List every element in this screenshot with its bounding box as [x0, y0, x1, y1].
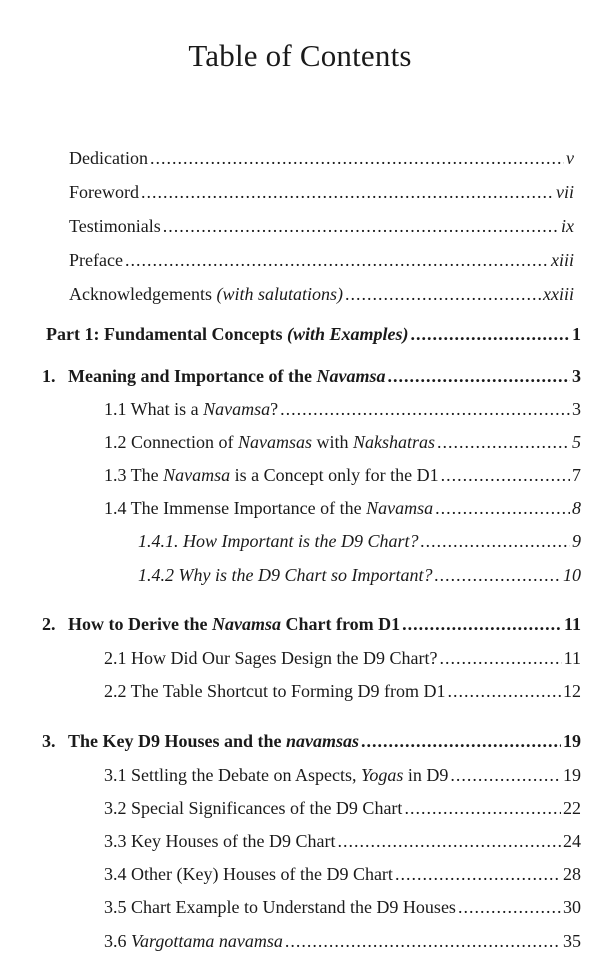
entry-label-text: Chart from D1 [280, 614, 401, 634]
dot-leader [280, 397, 570, 421]
entry-page: vii [556, 182, 574, 202]
entry-label: 2.1 How Did Our Sages Design the D9 Chart? [104, 648, 438, 668]
entry-label [42, 364, 386, 388]
toc-entry-testimonials [69, 214, 574, 238]
entry-label-text: 3.1 Settling the Debate on Aspects, [104, 765, 361, 785]
entry-label-text: Acknowledgements [69, 284, 217, 304]
entry-label-italic: Vargottama navamsa [131, 931, 283, 951]
entry-page: xxiii [543, 284, 574, 304]
entry-label-text: ? [270, 399, 279, 419]
toc-section-1-3 [104, 463, 581, 487]
entry-label-italic: navamsas [286, 731, 360, 751]
entry-label: 3.5 Chart Example to Understand the D9 Houses [104, 897, 456, 917]
toc-section-2-2 [104, 679, 581, 703]
toc-section-3-2 [104, 796, 581, 820]
entry-label: 3.2 Special Significances of the D9 Chart [104, 798, 403, 818]
entry-label: 1.4.1. How Important is the D9 Chart? [138, 531, 419, 551]
toc-section-1-4-1 [138, 529, 581, 553]
dot-leader [388, 364, 571, 388]
dot-leader [435, 496, 570, 520]
dot-leader [345, 282, 541, 306]
entry-label-italic: Navamsa [211, 614, 281, 634]
dot-leader [337, 829, 561, 853]
entry-label [104, 463, 439, 487]
entry-page: 19 [563, 765, 581, 785]
entry-label-italic: (with Examples) [287, 324, 409, 344]
entry-label-text: How to Derive the [68, 614, 212, 634]
entry-label: Foreword [69, 182, 139, 202]
entry-page: v [566, 148, 574, 168]
dot-leader [435, 563, 562, 587]
entry-label-text: with [312, 432, 354, 452]
toc-entry-dedication [69, 146, 574, 170]
entry-label-text: is a Concept only for the D1 [230, 465, 439, 485]
dot-leader [361, 729, 561, 753]
dot-leader [441, 463, 570, 487]
page-title: Table of Contents [188, 38, 412, 73]
entry-page: 28 [563, 864, 581, 884]
dot-leader [163, 214, 559, 238]
entry-label: 2.2 The Table Shortcut to Forming D9 from D1 [104, 681, 446, 701]
toc-chapter-1 [42, 364, 581, 388]
toc-section-2-1 [104, 646, 581, 670]
entry-label-text: 3.6 [104, 931, 131, 951]
dot-leader [395, 862, 561, 886]
entry-page: 1 [572, 324, 581, 344]
toc-entry-foreword [69, 180, 574, 204]
entry-label [104, 397, 278, 421]
dot-leader [411, 322, 570, 346]
dot-leader [439, 646, 561, 670]
entry-label [42, 612, 400, 636]
entry-page: 10 [563, 565, 581, 585]
toc-part-1 [46, 322, 581, 346]
entry-label [104, 430, 435, 454]
entry-page: 9 [572, 531, 581, 551]
toc-entry-preface [69, 248, 574, 272]
entry-page: 35 [563, 931, 581, 951]
entry-label: 1.4.2 Why is the D9 Chart so Important? [138, 565, 433, 585]
dot-leader [285, 929, 561, 953]
entry-label [104, 929, 283, 953]
toc-section-3-1 [104, 763, 581, 787]
entry-label [104, 763, 448, 787]
toc-entry-acknowledgements [69, 282, 574, 306]
entry-label: Testimonials [69, 216, 161, 236]
dot-leader [437, 430, 570, 454]
entry-page: 19 [563, 731, 581, 751]
entry-label-italic: Navamsas [237, 432, 312, 452]
entry-label-text: 1.1 What is a [104, 399, 204, 419]
dot-leader [150, 146, 564, 170]
chapter-number: 2. [42, 614, 56, 634]
entry-label [46, 322, 409, 346]
entry-label-text: Meaning and Importance of the [68, 366, 317, 386]
entry-label: Preface [69, 250, 123, 270]
toc-section-1-2 [104, 430, 581, 454]
entry-page: 8 [572, 498, 581, 518]
entry-page: 7 [572, 465, 581, 485]
entry-page: 12 [563, 681, 581, 701]
toc-chapter-2 [42, 612, 581, 636]
toc-section-1-4 [104, 496, 581, 520]
dot-leader [141, 180, 554, 204]
entry-page: 3 [572, 366, 581, 386]
toc-chapter-3 [42, 729, 581, 753]
dot-leader [458, 895, 561, 919]
entry-label [42, 729, 359, 753]
entry-page: 30 [563, 897, 581, 917]
entry-label-italic: Navamsa [366, 498, 434, 518]
entry-label-italic: Navamsa [316, 366, 386, 386]
entry-label-text: Part 1: Fundamental Concepts [46, 324, 287, 344]
entry-page: ix [561, 216, 574, 236]
entry-page: 24 [563, 831, 581, 851]
entry-page: 11 [563, 648, 581, 668]
toc-section-1-4-2 [138, 563, 581, 587]
dot-leader [448, 679, 561, 703]
entry-label: 3.4 Other (Key) Houses of the D9 Chart [104, 864, 393, 884]
dot-leader [421, 529, 570, 553]
entry-label-italic: Navamsa [163, 465, 231, 485]
entry-page: xiii [551, 250, 574, 270]
entry-page: 11 [563, 614, 581, 634]
entry-label-italic: Yogas [360, 765, 404, 785]
entry-page: 22 [563, 798, 581, 818]
dot-leader [125, 248, 549, 272]
toc-section-3-5 [104, 895, 581, 919]
entry-label-italic: Nakshatras [353, 432, 436, 452]
toc-section-3-6 [104, 929, 581, 953]
toc-section-3-3 [104, 829, 581, 853]
entry-label: Dedication [69, 148, 148, 168]
entry-page: 3 [572, 399, 581, 419]
entry-label-italic: Navamsa [203, 399, 271, 419]
entry-label-text: 1.4 The Immense Importance of the [104, 498, 367, 518]
toc-section-1-1 [104, 397, 581, 421]
chapter-number: 1. [42, 366, 56, 386]
dot-leader [404, 796, 561, 820]
entry-label-text: The Key D9 Houses and the [68, 731, 287, 751]
entry-page: 5 [572, 432, 581, 452]
dot-leader [450, 763, 561, 787]
chapter-number: 3. [42, 731, 56, 751]
entry-label [104, 496, 433, 520]
dot-leader [402, 612, 562, 636]
entry-label: 3.3 Key Houses of the D9 Chart [104, 831, 336, 851]
entry-label-italic: (with salutations) [216, 284, 343, 304]
entry-label [69, 282, 343, 306]
entry-label-text: 1.2 Connection of [104, 432, 238, 452]
toc-section-3-4 [104, 862, 581, 886]
entry-label-text: in D9 [403, 765, 449, 785]
entry-label-text: 1.3 The [104, 465, 164, 485]
